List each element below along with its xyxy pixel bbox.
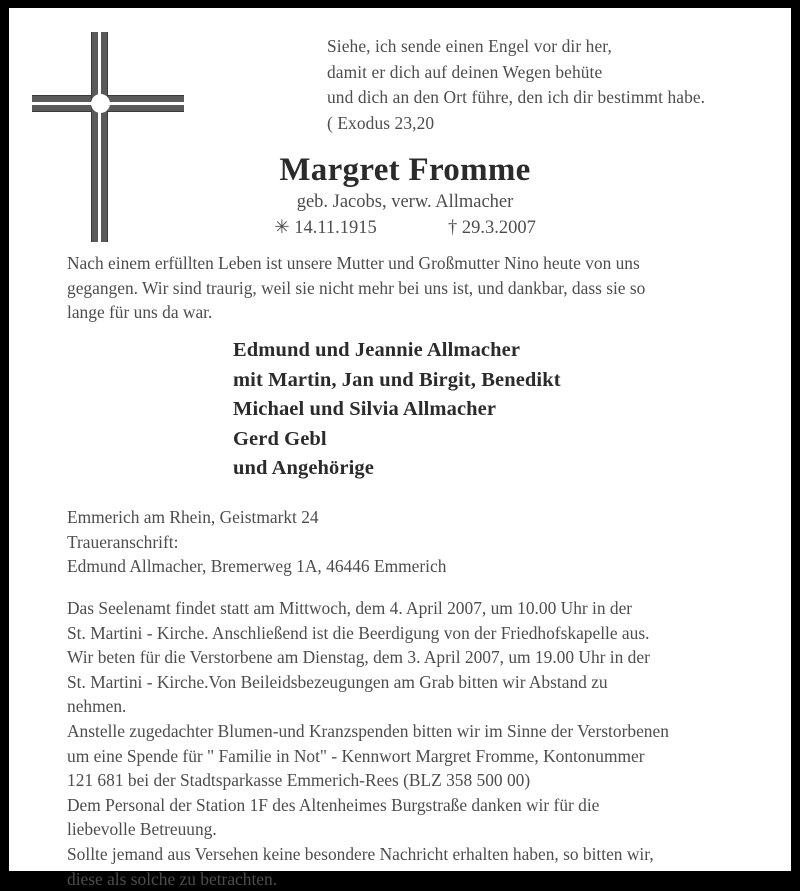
mourner-line: Michael und Silvia Allmacher (233, 398, 497, 420)
obituary-notice-page (9, 8, 791, 889)
mourner-line: mit Martin, Jan und Birgit, Benedikt (233, 368, 561, 391)
cross-center-hub (91, 94, 110, 113)
details-line: Das Seelenamt findet statt am Mittwoch, dem 4. April 2007, um 10.00 Uhr in der (67, 598, 633, 618)
epigraph-line: Siehe, ich sende einen Engel vor dir her, (327, 36, 612, 56)
details-line: 121 681 bei der Stadtsparkasse Emmerich-Rees (BLZ 358 500 00) (67, 770, 531, 791)
deceased-former-names: geb. Jacobs, verw. Allmacher (296, 192, 514, 212)
details-line: diese als solche zu betrachten. (67, 868, 278, 889)
tribute-line: lange für uns da war. (67, 302, 213, 323)
mourner-line: Edmund und Jeannie Allmacher (233, 339, 521, 361)
details-line: Sollte jemand aus Versehen keine besondere Nachricht erhalten haben, so bitten wir, (67, 843, 654, 864)
deceased-life-dates (19, 216, 791, 241)
service-details-block (67, 596, 783, 891)
address-line: Edmund Allmacher, Bremerweg 1A, 46446 Emmerich (67, 556, 447, 577)
death-date: 29.3.2007 (461, 218, 536, 238)
scripture-epigraph (327, 34, 793, 136)
address-line: Emmerich am Rhein, Geistmarkt 24 (67, 507, 319, 527)
details-line: St. Martini - Kirche.Von Beileidsbezeugungen am Grab bitten wir Abstand zu (67, 671, 608, 692)
tribute-line: gegangen. Wir sind traurig, weil sie nicht mehr bei uns ist, und dankbar, dass sie so (67, 277, 646, 298)
birth-symbol: ✳ (274, 218, 290, 238)
mourner-line: und Angehörige (233, 457, 374, 479)
death-symbol: † (448, 218, 458, 238)
tribute-line: Nach einem erfüllten Leben ist unsere Mutter und Großmutter Nino heute von uns (67, 253, 640, 273)
epigraph-line: damit er dich auf deinen Wegen behüte (327, 61, 603, 82)
details-line: St. Martini - Kirche. Anschließend ist die Beerdigung von der Friedhofskapelle aus. (67, 622, 650, 643)
mourners-block (233, 336, 561, 484)
details-line: nehmen. (67, 696, 127, 717)
details-line: Dem Personal der Station 1F des Altenheimes Burgstraße danken wir für die (67, 794, 600, 815)
epigraph-citation: ( Exodus 23,20 (327, 112, 435, 133)
address-label: Traueranschrift: (67, 531, 179, 552)
deceased-name: Margret Fromme (279, 152, 531, 188)
epigraph-line: und dich an den Ort führe, den ich dir bestimmt habe. (327, 87, 706, 107)
mourner-line: Gerd Gebl (233, 427, 327, 450)
tribute-paragraph (67, 251, 781, 325)
details-line: Anstelle zugedachter Blumen-und Kranzspenden bitten wir im Sinne der Verstorbenen (67, 720, 669, 741)
details-line: liebevolle Betreuung. (67, 819, 217, 840)
details-line: um eine Spende für " Familie in Not" - Kennwort Margret Fromme, Kontonummer (67, 745, 645, 766)
deceased-name-block (9, 151, 791, 241)
address-block (67, 505, 446, 579)
birth-date: 14.11.1915 (294, 218, 377, 238)
details-line: Wir beten für die Verstorbene am Dienstag, dem 3. April 2007, um 19.00 Uhr in der (67, 647, 650, 668)
